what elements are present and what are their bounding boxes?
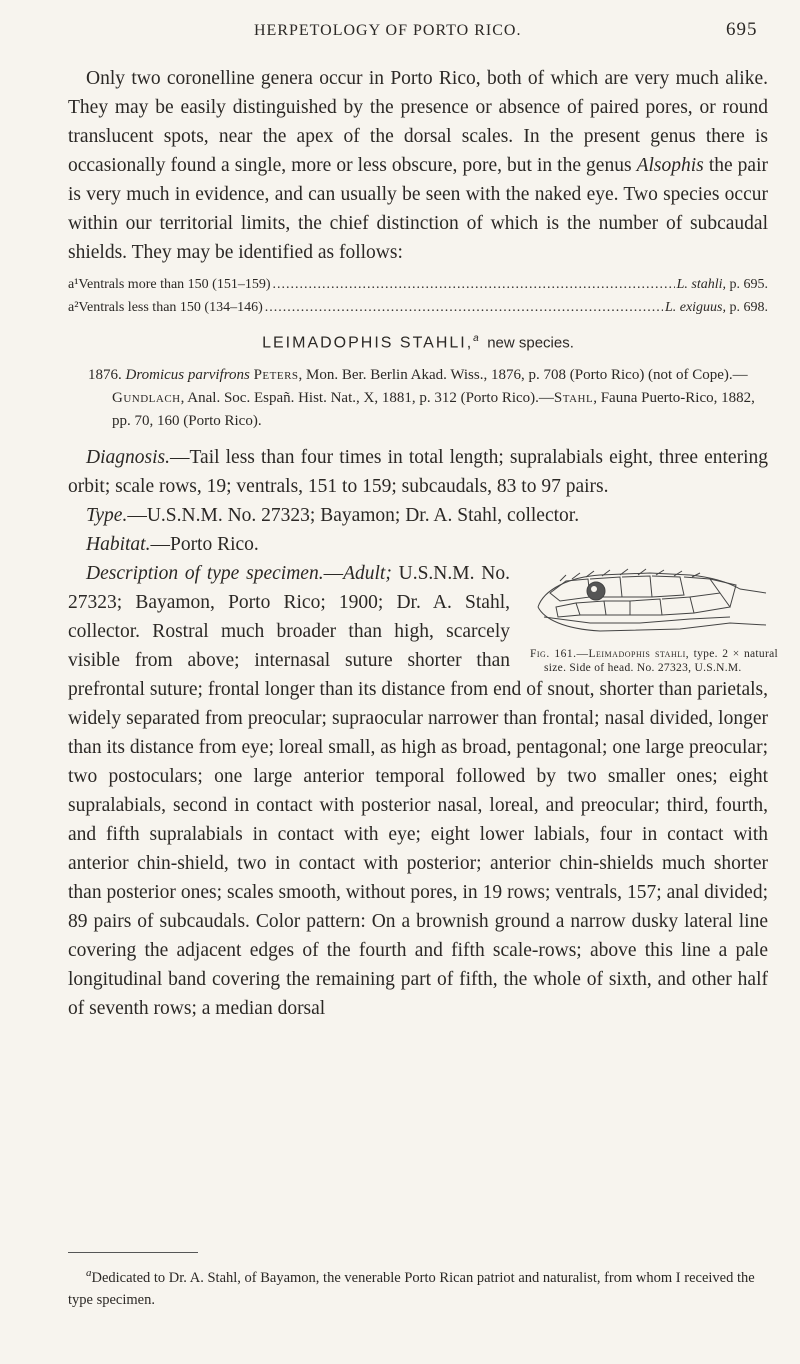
species-heading xyxy=(68,333,768,352)
dot-leader xyxy=(265,296,663,319)
description-paragraph: Fig. 161.—Leimadophis stahli, type. 2 × natural size. Side of head. No. 27323, U.S.N.M. Description of type specimen.—Adult; U.S.N.M. No. 27323; Bayamon, Porto Rico; 1900; Dr. A. Stahl, collector. Rostral much broader than high, scarcely visible from above; internasal suture shorter than prefrontal suture; frontal longer than its distance from end of snout, shorter than parietals, widely separated from preocular; supraocular narrower than frontal; nasal divided, longer than its distance from eye; loreal small, as high as broad, pentagonal; one large preocular; two postoculars; one large anterior temporal followed by two smaller ones; eight supralabials, second in contact with posterior nasal, loreal, and preocular; third, fourth, and fifth supralabials in contact with eye; eight lower labials, four in contact with anterior chin-shield, two in contact with posterior; anterior chin-shields much shorter than posterior ones; scales smooth, without pores, in 19 rows; ventrals, 157; anal divided; 89 pairs of subcaudals. Color pattern: On a brownish ground a narrow dusky lateral line covering the adjacent edges of the fourth and fifth scale-rows; above this line a pale longitudinal band covering the remaining part of fifth, the whole of sixth, and other half of seventh rows; a median dorsal xyxy=(68,563,778,1020)
key-mark: a² xyxy=(68,300,79,315)
figure-161 xyxy=(522,567,778,675)
key-species: L. exiguus, xyxy=(664,300,726,315)
page-body xyxy=(68,64,778,1023)
footnote-rule xyxy=(68,1252,198,1253)
key-page: p. 695. xyxy=(729,277,768,292)
species-name: LEIMADOPHIS STAHLI, xyxy=(262,334,474,352)
key-mark: a¹ xyxy=(68,277,79,292)
intro-paragraph: Only two coronelline genera occur in Porto Rico, both of which are very much alike. They may be easily distinguished by the presence or absence of paired pores, or round translucent spots, near the apex of the dorsal scales. In the present genus there is occasionally found a single, more or less obscure, pore, but in the genus Alsophis the pair is very much in evidence, and can usually be seen with the naked eye. Two species occur within our territorial limits, the chief distinction of which is the number of subcaudal shields. They may be identified as follows: xyxy=(68,68,768,263)
figure-caption: Fig. 161.—Leimadophis stahli, type. 2 × natural size. Side of head. No. 27323, U.S.N.M. xyxy=(530,648,778,675)
synonymy: 1876. Dromicus parvifrons Peters, Mon. Ber. Berlin Akad. Wiss., 1876, p. 708 (Porto Rico) (not of Cope).—Gundlach, Anal. Soc. Españ. Hist. Nat., X, 1881, p. 312 (Porto Rico).—Stahl, Fauna Puerto-Rico, 1882, pp. 70, 160 (Porto Rico). xyxy=(88,367,755,430)
genus-name: Alsophis xyxy=(636,155,704,176)
dot-leader xyxy=(273,273,675,296)
key-text: Ventrals less than 150 (134–146) xyxy=(78,300,263,315)
page-number: 695 xyxy=(726,19,758,40)
species-key xyxy=(68,273,768,319)
key-row xyxy=(68,273,768,296)
footnote-ref: a xyxy=(473,333,481,344)
type-paragraph: Type.—U.S.N.M. No. 27323; Bayamon; Dr. A. Stahl, collector. xyxy=(86,505,580,527)
new-species-label: new species. xyxy=(487,334,574,352)
running-title: HERPETOLOGY OF PORTO RICO. xyxy=(254,22,522,39)
key-row xyxy=(68,296,768,319)
key-page: p. 698. xyxy=(729,300,768,315)
habitat-paragraph: Habitat.—Porto Rico. xyxy=(86,534,259,556)
key-text: Ventrals more than 150 (151–159) xyxy=(78,277,271,292)
footnote: $^a$Dedicated to Dr. A. Stahl, of Bayamon, the venerable Porto Rican patriot and naturalist, from whom I received the type specimen. xyxy=(68,1267,755,1308)
snake-head-illustration xyxy=(530,567,770,641)
key-species: L. stahli, xyxy=(676,277,726,292)
diagnosis: Diagnosis.—Tail less than four times in total length; supralabials eight, three entering orbit; scale rows, 19; ventrals, 151 to 159; subcaudals, 83 to 97 pairs. xyxy=(68,447,768,498)
